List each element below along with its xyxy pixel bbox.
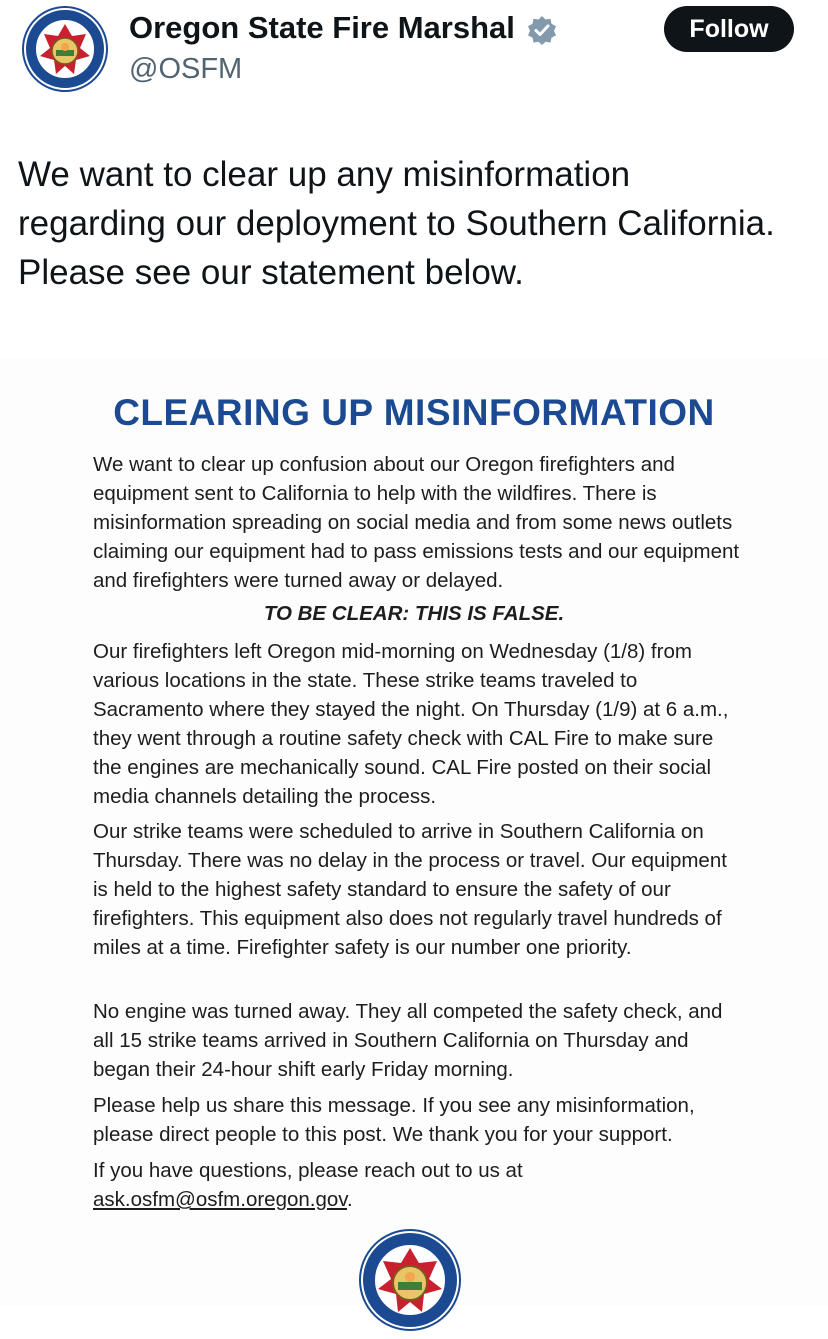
statement-paragraph: No engine was turned away. They all competed the safety check, and all 15 strike teams arrived in Southern California on Thursday and began their 24-hour shift early Friday morning. xyxy=(93,1000,723,1081)
statement-paragraph: Please help us share this message. If you see any misinformation, please direct people to this post. We thank you for your support. xyxy=(93,1094,695,1146)
statement-paragraph: We want to clear up confusion about our Oregon firefighters and equipment sent to California to help with the wildfires. There is misinformation spreading on social media and from some news outlets claiming our equipment had to pass emissions tests and our equipment and firefighters were turned away or delayed. xyxy=(93,453,740,592)
statement-paragraph: Our strike teams were scheduled to arrive in Southern California on Thursday. There was no delay in the process or travel. Our equipment is held to the highest safety standard to ensure the safety of our firefighters. This equipment also does not regularly travel hundreds of miles at a time. Firefighter safety is our number one priority. xyxy=(93,820,727,959)
statement-title: CLEARING UP MISINFORMATION xyxy=(113,392,715,433)
email-link[interactable]: ask.osfm@osfm.oregon.gov xyxy=(93,1188,348,1211)
statement-contact xyxy=(93,1156,743,1214)
avatar[interactable] xyxy=(22,6,108,92)
contact-prefix: If you have questions, please reach out to us at xyxy=(93,1159,523,1182)
tweet-text-line: regarding our deployment to Southern California. xyxy=(18,204,775,243)
handle[interactable]: @OSFM xyxy=(129,53,243,85)
contact-suffix: . xyxy=(347,1188,353,1211)
tweet-header xyxy=(0,0,828,100)
display-name[interactable]: Oregon State Fire Marshal xyxy=(129,10,515,45)
statement-emphasis: TO BE CLEAR: THIS IS FALSE. xyxy=(263,602,565,625)
follow-button[interactable]: Follow xyxy=(664,6,794,52)
tweet-text-line: We want to clear up any misinformation xyxy=(18,155,631,194)
bottom-seal xyxy=(356,1226,464,1334)
fire-marshal-seal-icon xyxy=(22,6,108,92)
fire-marshal-seal-icon xyxy=(356,1226,464,1334)
tweet-text xyxy=(18,150,818,297)
statement-paragraph: Our firefighters left Oregon mid-morning on Wednesday (1/8) from various locations in the state. These strike teams traveled to Sacramento where they stayed the night. On Thursday (1/9) at 6 a.m., they went through a routine safety check with CAL Fire to make sure the engines are mechanically sound. CAL Fire posted on their social media channels detailing the process. xyxy=(93,640,729,808)
verified-badge-icon xyxy=(527,15,557,45)
tweet-text-line: Please see our statement below. xyxy=(18,253,524,292)
